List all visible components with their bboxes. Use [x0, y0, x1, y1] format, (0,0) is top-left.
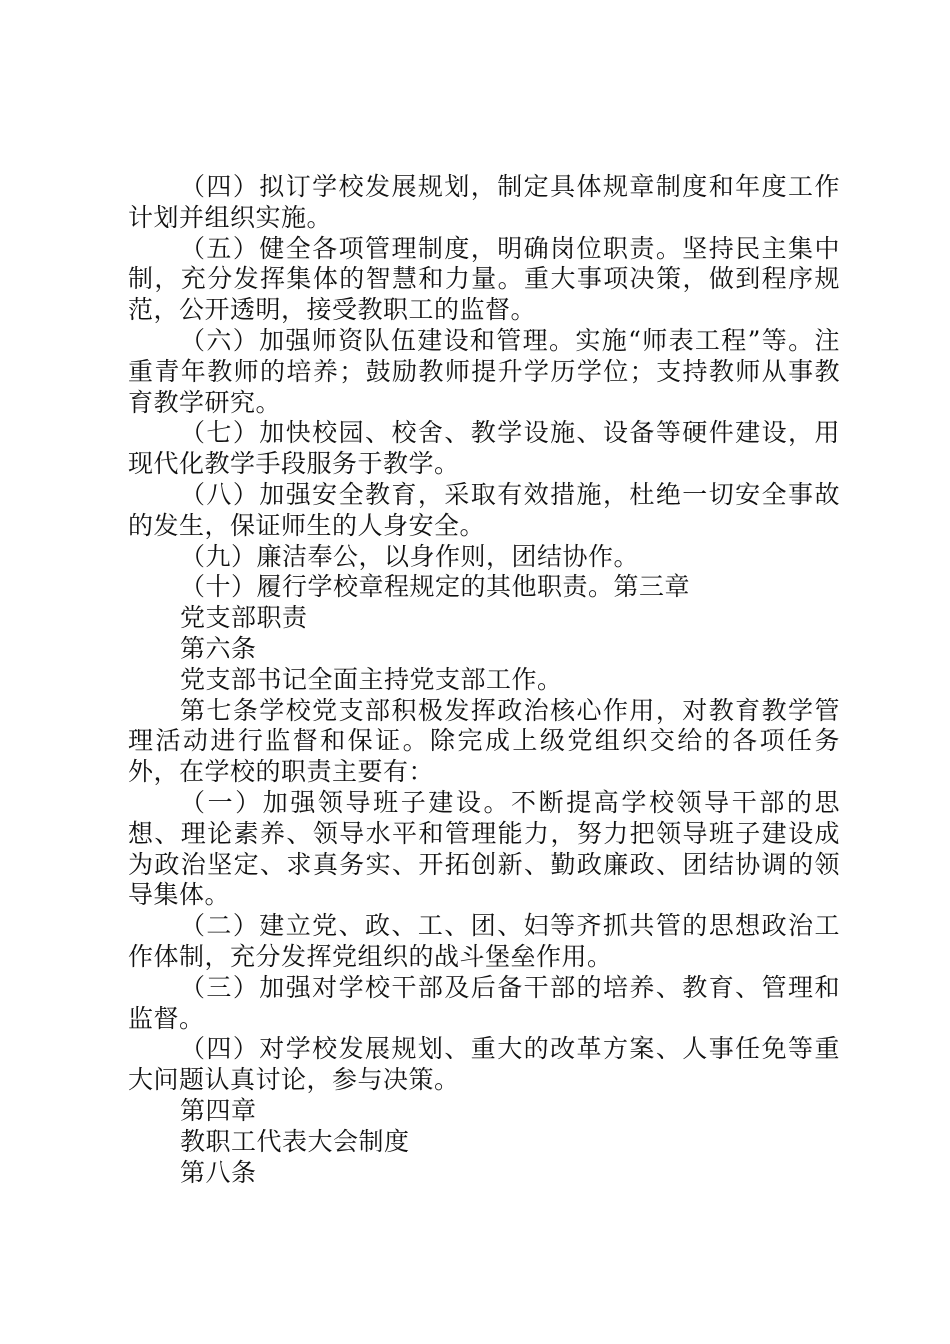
paragraph-party-duty-3: （三）加强对学校干部及后备干部的培养、教育、管理和监督。 — [128, 972, 840, 1033]
section-title-party-branch: 党支部职责 — [180, 603, 308, 633]
article-6-heading: 第六条 — [180, 633, 257, 663]
chapter-4-heading: 第四章 — [180, 1095, 257, 1125]
paragraph-duty-5: （五）健全各项管理制度，明确岗位职责。坚持民主集中制，充分发挥集体的智慧和力量。重大事项决策，做到程序规范，公开透明，接受教职工的监督。 — [128, 233, 840, 325]
paragraph-duty-8: （八）加强安全教育，采取有效措施，杜绝一切安全事故的发生，保证师生的人身安全。 — [128, 479, 840, 540]
paragraph-duty-7: （七）加快校园、校舍、教学设施、设备等硬件建设，用现代化教学手段服务于教学。 — [128, 418, 840, 479]
paragraph-party-duty-1: （一）加强领导班子建设。不断提高学校领导干部的思想、理论素养、领导水平和管理能力，努力把领导班子建设成为政治坚定、求真务实、开拓创新、勤政廉政、团结协调的领导集体。 — [128, 787, 840, 910]
paragraph-duty-6: （六）加强师资队伍建设和管理。实施“师表工程”等。注重青年教师的培养；鼓励教师提升学历学位；支持教师从事教育教学研究。 — [128, 325, 840, 417]
article-8-heading: 第八条 — [180, 1157, 257, 1187]
paragraph-duty-4: （四）拟订学校发展规划，制定具体规章制度和年度工作计划并组织实施。 — [128, 172, 840, 232]
article-7-text: 第七条学校党支部积极发挥政治核心作用，对教育教学管理活动进行监督和保证。除完成上级党组织交给的各项任务外，在学校的职责主要有： — [128, 695, 840, 787]
chapter-4-title: 教职工代表大会制度 — [180, 1126, 410, 1156]
paragraph-duty-10: （十）履行学校章程规定的其他职责。第三章 — [180, 572, 691, 602]
paragraph-party-duty-2: （二）建立党、政、工、团、妇等齐抓共管的思想政治工作体制，充分发挥党组织的战斗堡垒作用。 — [128, 911, 840, 971]
article-6-text: 党支部书记全面主持党支部工作。 — [180, 664, 563, 694]
paragraph-party-duty-4: （四）对学校发展规划、重大的改革方案、人事任免等重大问题认真讨论，参与决策。 — [128, 1034, 840, 1095]
document-body — [128, 172, 840, 1188]
paragraph-duty-9: （九）廉洁奉公，以身作则，团结协作。 — [180, 541, 640, 571]
